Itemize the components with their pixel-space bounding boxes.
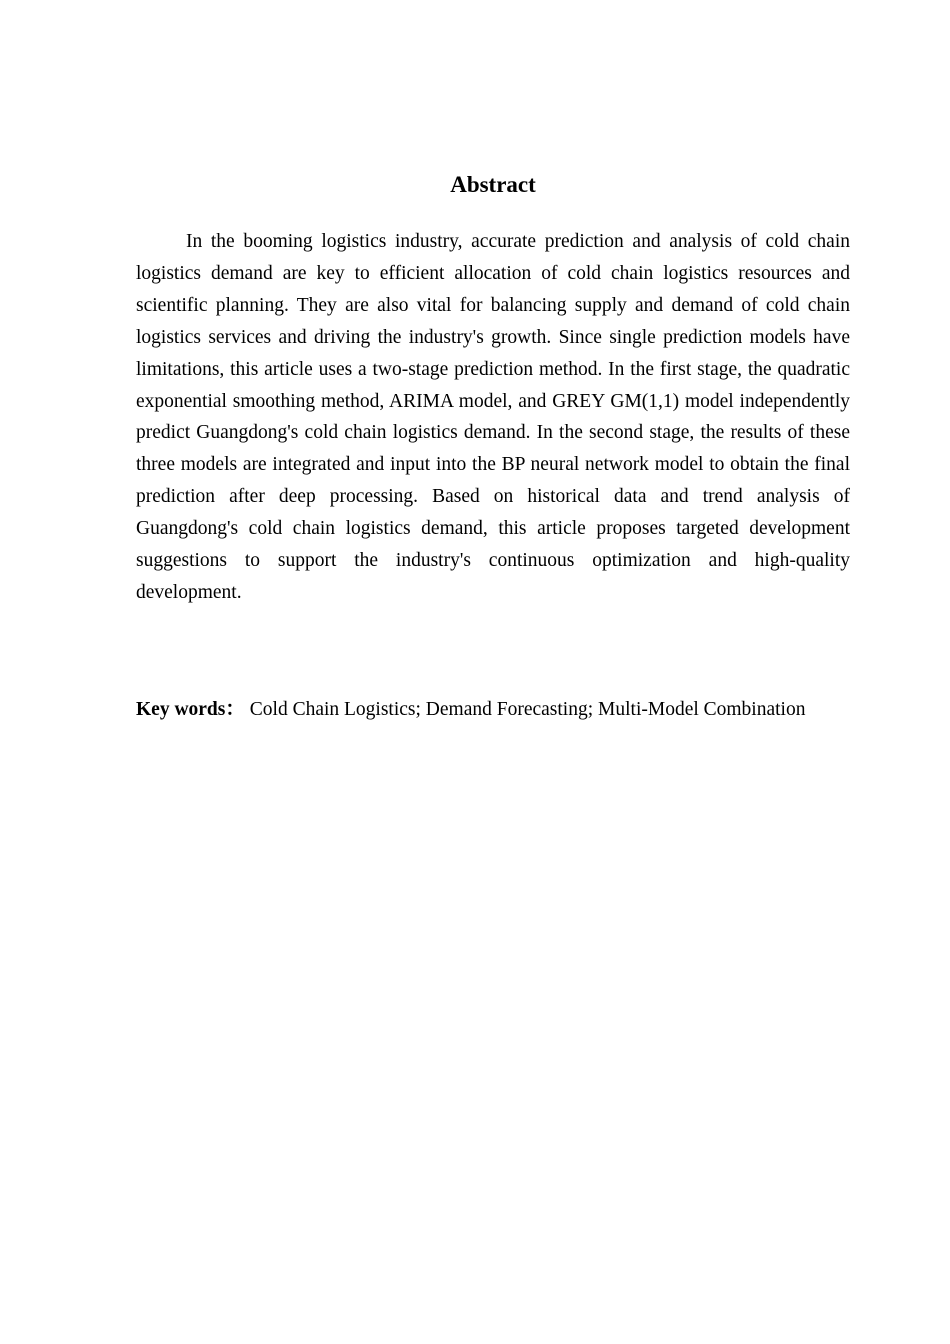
keywords-label: Key words <box>136 699 226 720</box>
abstract-body: In the booming logistics industry, accurate prediction and analysis of cold chain logistics demand are key to efficient allocation of cold chain logistics resources and scientific planning. They are also vital for balancing supply and demand of cold chain logistics services and driving the industry's growth. Since single prediction models have limitations, this article uses a two-stage prediction method. In the first stage, the quadratic exponential smoothing method, ARIMA model, and GREY GM(1,1) model independently predict Guangdong's cold chain logistics demand. In the second stage, the results of these three models are integrated and input into the BP neural network model to obtain the final prediction after deep processing. Based on historical data and trend analysis of Guangdong's cold chain logistics demand, this article proposes targeted development suggestions to support the industry's continuous optimization and high-quality development. <box>136 231 850 603</box>
keywords-line <box>136 686 850 734</box>
abstract-title: Abstract <box>450 172 536 197</box>
keywords-text: Cold Chain Logistics; Demand Forecasting; Multi-Model Combination <box>249 699 806 720</box>
keywords-separator: ： <box>225 699 245 720</box>
